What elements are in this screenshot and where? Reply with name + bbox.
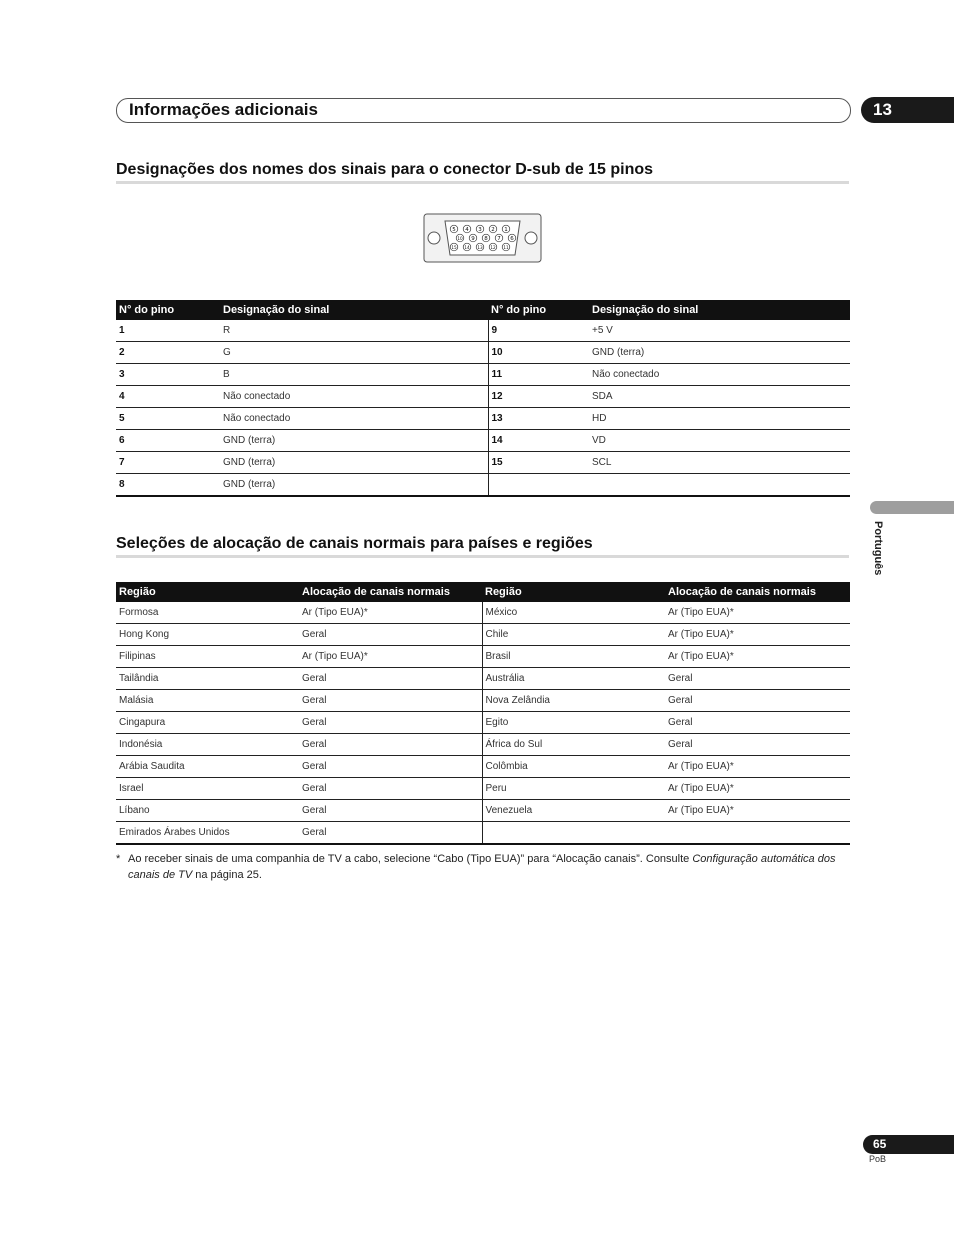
connector-pin-label: 9: [471, 236, 475, 242]
table-cell: R: [220, 320, 488, 342]
connector-pin-label: 6: [510, 236, 514, 242]
connector-pin-label: 3: [478, 227, 482, 233]
connector-pin-label: 10: [457, 236, 463, 241]
chapter-header: [116, 98, 851, 123]
table-cell: Tailândia: [116, 668, 299, 690]
table-cell: Geral: [299, 690, 482, 712]
table-cell: Filipinas: [116, 646, 299, 668]
table-cell: 13: [488, 408, 589, 430]
table-cell: [482, 822, 665, 845]
table-row: [116, 734, 850, 756]
table-cell: GND (terra): [220, 474, 488, 497]
connector-pin-label: 4: [465, 227, 469, 233]
table-cell: Austrália: [482, 668, 665, 690]
table-cell: Ar (Tipo EUA)*: [665, 778, 850, 800]
table-cell: SDA: [589, 386, 850, 408]
table-cell: Geral: [299, 712, 482, 734]
table-cell: G: [220, 342, 488, 364]
table-row: [116, 624, 850, 646]
table-cell: Não conectado: [220, 386, 488, 408]
table-row: [116, 474, 850, 497]
table-row: [116, 800, 850, 822]
table-cell: Geral: [299, 734, 482, 756]
table-cell: Geral: [665, 668, 850, 690]
chapter-number-tab: [861, 97, 954, 123]
region-channel-table: [116, 582, 850, 845]
section-title-regions: Seleções de alocação de canais normais para países e regiões: [116, 535, 849, 558]
column-header: N° do pino: [116, 300, 220, 320]
table-cell: Geral: [299, 756, 482, 778]
table-cell: HD: [589, 408, 850, 430]
table-cell: África do Sul: [482, 734, 665, 756]
table-cell: Não conectado: [589, 364, 850, 386]
section-title-dsub: Designações dos nomes dos sinais para o conector D-sub de 15 pinos: [116, 161, 849, 184]
connector-pin-label: 5: [452, 227, 456, 233]
page-number-tab: [863, 1135, 954, 1154]
table-cell: Indonésia: [116, 734, 299, 756]
table-cell: Geral: [299, 668, 482, 690]
pin-assignment-table: [116, 300, 850, 497]
table-cell: Ar (Tipo EUA)*: [299, 602, 482, 624]
table-cell: 3: [116, 364, 220, 386]
table-cell: Emirados Árabes Unidos: [116, 822, 299, 845]
table-cell: 4: [116, 386, 220, 408]
connector-pin-label: 7: [497, 236, 501, 242]
table-row: [116, 408, 850, 430]
table-cell: 9: [488, 320, 589, 342]
connector-pin-label: 12: [490, 245, 496, 250]
chapter-number: 13: [873, 100, 892, 119]
table-cell: 6: [116, 430, 220, 452]
table-cell: Geral: [665, 712, 850, 734]
table-cell: 7: [116, 452, 220, 474]
table-cell: Malásia: [116, 690, 299, 712]
table-cell: 8: [116, 474, 220, 497]
table-cell: Geral: [299, 822, 482, 845]
table-row: [116, 646, 850, 668]
table-row: [116, 690, 850, 712]
table-cell: Geral: [665, 734, 850, 756]
table-row: [116, 778, 850, 800]
table-row: [116, 364, 850, 386]
table-cell: Formosa: [116, 602, 299, 624]
table-row: [116, 320, 850, 342]
connector-pin-label: 8: [484, 236, 488, 242]
table-header-row: [116, 300, 850, 320]
table-cell: 14: [488, 430, 589, 452]
table-cell: VD: [589, 430, 850, 452]
footnote-text-end: na página 25.: [192, 869, 262, 881]
screw-hole-right: [525, 232, 537, 244]
table-cell: 5: [116, 408, 220, 430]
table-cell: Ar (Tipo EUA)*: [299, 646, 482, 668]
table-cell: Geral: [299, 778, 482, 800]
table-cell: Hong Kong: [116, 624, 299, 646]
footnote-reference: Configuração automática dos canais de TV: [128, 853, 836, 881]
connector-pin-label: 11: [503, 245, 509, 250]
table-cell: Ar (Tipo EUA)*: [665, 602, 850, 624]
table-cell: Líbano: [116, 800, 299, 822]
table-cell: SCL: [589, 452, 850, 474]
column-header: N° do pino: [488, 300, 589, 320]
table-row: [116, 602, 850, 624]
table-cell: 1: [116, 320, 220, 342]
table-cell: Peru: [482, 778, 665, 800]
table-cell: Egito: [482, 712, 665, 734]
table-row: [116, 668, 850, 690]
table-cell: Geral: [665, 690, 850, 712]
column-header: Designação do sinal: [220, 300, 488, 320]
page-number: 65: [873, 1137, 887, 1151]
connector-pin-label: 14: [464, 245, 470, 250]
table-cell: Arábia Saudita: [116, 756, 299, 778]
table-cell: Venezuela: [482, 800, 665, 822]
connector-pin-label: 13: [477, 245, 483, 250]
table-cell: Colômbia: [482, 756, 665, 778]
screw-hole-left: [428, 232, 440, 244]
connector-pin-label: 2: [491, 227, 495, 233]
table-row: [116, 452, 850, 474]
language-tab: [870, 501, 954, 514]
column-header: Região: [482, 582, 665, 602]
page-code: PoB: [869, 1154, 887, 1164]
footnote-marker: *: [116, 853, 121, 865]
table-row: [116, 386, 850, 408]
footnote: [116, 851, 850, 883]
table-cell: Ar (Tipo EUA)*: [665, 756, 850, 778]
chapter-title: Informações adicionais: [129, 100, 318, 119]
table-cell: México: [482, 602, 665, 624]
table-cell: 15: [488, 452, 589, 474]
table-cell: Cingapura: [116, 712, 299, 734]
table-cell: Não conectado: [220, 408, 488, 430]
table-cell: Chile: [482, 624, 665, 646]
table-cell: Ar (Tipo EUA)*: [665, 646, 850, 668]
table-cell: Ar (Tipo EUA)*: [665, 800, 850, 822]
table-cell: 11: [488, 364, 589, 386]
table-header-row: [116, 582, 850, 602]
table-row: [116, 756, 850, 778]
table-cell: 2: [116, 342, 220, 364]
table-cell: Israel: [116, 778, 299, 800]
table-cell: 12: [488, 386, 589, 408]
table-cell: GND (terra): [589, 342, 850, 364]
footnote-text: Ao receber sinais de uma companhia de TV a cabo, selecione “Cabo (Tipo EUA)” para “Alocação canais”. Consulte: [128, 853, 693, 865]
table-cell: [589, 474, 850, 497]
table-cell: Nova Zelândia: [482, 690, 665, 712]
table-cell: Ar (Tipo EUA)*: [665, 624, 850, 646]
connector-pin-label: 1: [504, 227, 508, 233]
connector-pin-label: 15: [451, 245, 457, 250]
dsub-connector-diagram: [423, 213, 542, 263]
table-cell: Brasil: [482, 646, 665, 668]
table-row: [116, 342, 850, 364]
table-cell: GND (terra): [220, 430, 488, 452]
table-row: [116, 430, 850, 452]
table-cell: +5 V: [589, 320, 850, 342]
table-row: [116, 822, 850, 845]
table-cell: Geral: [299, 624, 482, 646]
column-header: Alocação de canais normais: [665, 582, 850, 602]
table-cell: B: [220, 364, 488, 386]
table-cell: GND (terra): [220, 452, 488, 474]
table-cell: [665, 822, 850, 845]
table-cell: [488, 474, 589, 497]
table-cell: Geral: [299, 800, 482, 822]
table-cell: 10: [488, 342, 589, 364]
language-label: Português: [872, 521, 884, 576]
table-row: [116, 712, 850, 734]
column-header: Região: [116, 582, 299, 602]
column-header: Alocação de canais normais: [299, 582, 482, 602]
column-header: Designação do sinal: [589, 300, 850, 320]
